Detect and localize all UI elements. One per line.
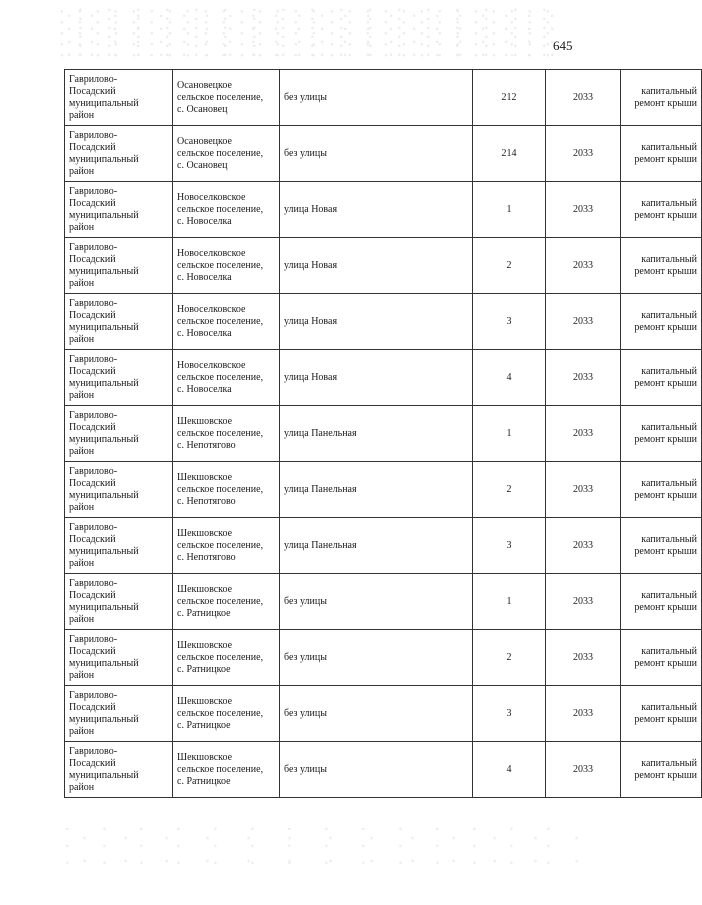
house-number-cell [473,630,546,686]
settlement-cell-text: Новоселковское сельское поселение, с. Новоселка [177,191,264,227]
house-number-cell [473,238,546,294]
settlement-cell-text: Шекшовское сельское поселение, с. Ратницкое [177,695,264,731]
street-cell-text: улица Панельная [284,427,357,439]
work-type-cell [621,518,702,574]
table-row [65,70,702,126]
year-cell [546,518,621,574]
settlement-cell [173,630,280,686]
work-type-cell [621,630,702,686]
house-number-cell [473,742,546,798]
district-cell [65,238,173,294]
year-cell [546,294,621,350]
work-type-cell-text: капитальный ремонт крыши [634,309,697,333]
work-type-cell-text: капитальный ремонт крыши [634,85,697,109]
year-cell-text: 2033 [573,651,593,663]
year-cell [546,574,621,630]
house-number-cell-text: 3 [506,707,512,719]
work-type-cell-text: капитальный ремонт крыши [634,365,697,389]
year-cell-text: 2033 [573,483,593,495]
street-cell [280,574,473,630]
house-number-cell-text: 1 [506,595,512,607]
street-cell [280,350,473,406]
district-cell [65,742,173,798]
page-number: 645 [553,38,573,53]
house-number-cell-text: 1 [506,427,512,439]
work-type-cell [621,462,702,518]
settlement-cell [173,686,280,742]
house-number-cell [473,70,546,126]
work-type-cell-text: капитальный ремонт крыши [634,589,697,613]
district-cell-text: Гаврилово- Посадский муниципальный район [69,745,139,793]
district-cell-text: Гаврилово- Посадский муниципальный район [69,185,139,233]
house-number-cell-text: 2 [506,483,512,495]
settlement-cell-text: Шекшовское сельское поселение, с. Ратницкое [177,639,264,675]
year-cell-text: 2033 [573,371,593,383]
settlement-cell [173,462,280,518]
work-type-cell [621,70,702,126]
settlement-cell-text: Шекшовское сельское поселение, с. Непотягово [177,415,264,451]
street-cell-text: улица Новая [284,315,338,327]
year-cell-text: 2033 [573,763,593,775]
district-cell-text: Гаврилово- Посадский муниципальный район [69,241,139,289]
scan-noise-bottom [60,822,580,872]
year-cell [546,686,621,742]
table-row [65,686,702,742]
district-cell [65,462,173,518]
work-type-cell-text: капитальный ремонт крыши [634,197,697,221]
settlement-cell [173,126,280,182]
table-row [65,518,702,574]
street-cell-text: улица Новая [284,259,338,271]
settlement-cell [173,574,280,630]
street-cell-text: без улицы [284,595,327,607]
settlement-cell [173,294,280,350]
district-cell-text: Гаврилово- Посадский муниципальный район [69,577,139,625]
year-cell [546,462,621,518]
house-number-cell [473,350,546,406]
settlement-cell-text: Шекшовское сельское поселение, с. Непотягово [177,527,264,563]
district-cell [65,630,173,686]
work-type-cell-text: капитальный ремонт крыши [634,253,697,277]
settlement-cell-text: Шекшовское сельское поселение, с. Ратницкое [177,583,264,619]
district-cell-text: Гаврилово- Посадский муниципальный район [69,73,139,121]
house-number-cell [473,126,546,182]
scan-noise-top [60,8,560,58]
work-type-cell-text: капитальный ремонт крыши [634,701,697,725]
house-number-cell-text: 214 [501,147,517,159]
year-cell [546,350,621,406]
street-cell-text: без улицы [284,651,327,663]
year-cell-text: 2033 [573,315,593,327]
year-cell [546,182,621,238]
work-type-cell-text: капитальный ремонт крыши [634,757,697,781]
table-row [65,350,702,406]
street-cell [280,238,473,294]
house-number-cell-text: 4 [506,371,512,383]
settlement-cell-text: Шекшовское сельское поселение, с. Ратницкое [177,751,264,787]
table-body [65,70,702,798]
year-cell-text: 2033 [573,427,593,439]
year-cell [546,742,621,798]
housing-repair-table [64,69,702,798]
work-type-cell-text: капитальный ремонт крыши [634,421,697,445]
table-row [65,294,702,350]
work-type-cell [621,686,702,742]
district-cell-text: Гаврилово- Посадский муниципальный район [69,633,139,681]
year-cell-text: 2033 [573,203,593,215]
house-number-cell [473,294,546,350]
street-cell [280,182,473,238]
street-cell [280,462,473,518]
work-type-cell-text: капитальный ремонт крыши [634,141,697,165]
table-row [65,238,702,294]
settlement-cell-text: Новоселковское сельское поселение, с. Новоселка [177,359,264,395]
street-cell [280,742,473,798]
year-cell-text: 2033 [573,595,593,607]
table-row [65,630,702,686]
street-cell [280,686,473,742]
house-number-cell-text: 3 [506,315,512,327]
district-cell-text: Гаврилово- Посадский муниципальный район [69,689,139,737]
table-row [65,182,702,238]
work-type-cell [621,742,702,798]
year-cell [546,406,621,462]
settlement-cell-text: Новоселковское сельское поселение, с. Новоселка [177,247,264,283]
district-cell [65,70,173,126]
street-cell [280,406,473,462]
house-number-cell-text: 212 [501,91,517,103]
house-number-cell [473,518,546,574]
house-number-cell-text: 1 [506,203,512,215]
settlement-cell-text: Новоселковское сельское поселение, с. Новоселка [177,303,264,339]
house-number-cell-text: 2 [506,651,512,663]
district-cell-text: Гаврилово- Посадский муниципальный район [69,353,139,401]
district-cell [65,350,173,406]
table-row [65,574,702,630]
district-cell-text: Гаврилово- Посадский муниципальный район [69,297,139,345]
table-row [65,406,702,462]
work-type-cell [621,350,702,406]
settlement-cell [173,518,280,574]
work-type-cell [621,574,702,630]
street-cell [280,70,473,126]
settlement-cell [173,182,280,238]
house-number-cell [473,574,546,630]
street-cell-text: улица Новая [284,371,338,383]
street-cell [280,294,473,350]
district-cell-text: Гаврилово- Посадский муниципальный район [69,129,139,177]
district-cell [65,518,173,574]
house-number-cell [473,462,546,518]
street-cell [280,518,473,574]
street-cell-text: улица Новая [284,203,338,215]
settlement-cell [173,70,280,126]
settlement-cell-text: Осановецкое сельское поселение, с. Осановец [177,79,264,115]
year-cell-text: 2033 [573,91,593,103]
house-number-cell [473,406,546,462]
house-number-cell-text: 2 [506,259,512,271]
work-type-cell-text: капитальный ремонт крыши [634,533,697,557]
table-row [65,462,702,518]
street-cell-text: без улицы [284,147,327,159]
district-cell [65,686,173,742]
work-type-cell [621,294,702,350]
year-cell-text: 2033 [573,259,593,271]
year-cell [546,238,621,294]
settlement-cell [173,742,280,798]
year-cell [546,630,621,686]
district-cell [65,406,173,462]
house-number-cell [473,182,546,238]
street-cell-text: без улицы [284,707,327,719]
district-cell-text: Гаврилово- Посадский муниципальный район [69,465,139,513]
street-cell [280,126,473,182]
work-type-cell [621,238,702,294]
district-cell [65,182,173,238]
street-cell-text: улица Панельная [284,539,357,551]
work-type-cell [621,126,702,182]
work-type-cell-text: капитальный ремонт крыши [634,477,697,501]
work-type-cell [621,182,702,238]
year-cell-text: 2033 [573,539,593,551]
work-type-cell [621,406,702,462]
street-cell-text: без улицы [284,91,327,103]
table-row [65,126,702,182]
district-cell [65,574,173,630]
district-cell-text: Гаврилово- Посадский муниципальный район [69,521,139,569]
street-cell [280,630,473,686]
work-type-cell-text: капитальный ремонт крыши [634,645,697,669]
settlement-cell [173,238,280,294]
settlement-cell [173,406,280,462]
house-number-cell-text: 3 [506,539,512,551]
year-cell [546,126,621,182]
district-cell [65,294,173,350]
settlement-cell-text: Осановецкое сельское поселение, с. Осановец [177,135,264,171]
house-number-cell-text: 4 [506,763,512,775]
table-row [65,742,702,798]
district-cell-text: Гаврилово- Посадский муниципальный район [69,409,139,457]
year-cell-text: 2033 [573,707,593,719]
house-number-cell [473,686,546,742]
district-cell [65,126,173,182]
year-cell [546,70,621,126]
settlement-cell-text: Шекшовское сельское поселение, с. Непотягово [177,471,264,507]
settlement-cell [173,350,280,406]
street-cell-text: улица Панельная [284,483,357,495]
street-cell-text: без улицы [284,763,327,775]
year-cell-text: 2033 [573,147,593,159]
